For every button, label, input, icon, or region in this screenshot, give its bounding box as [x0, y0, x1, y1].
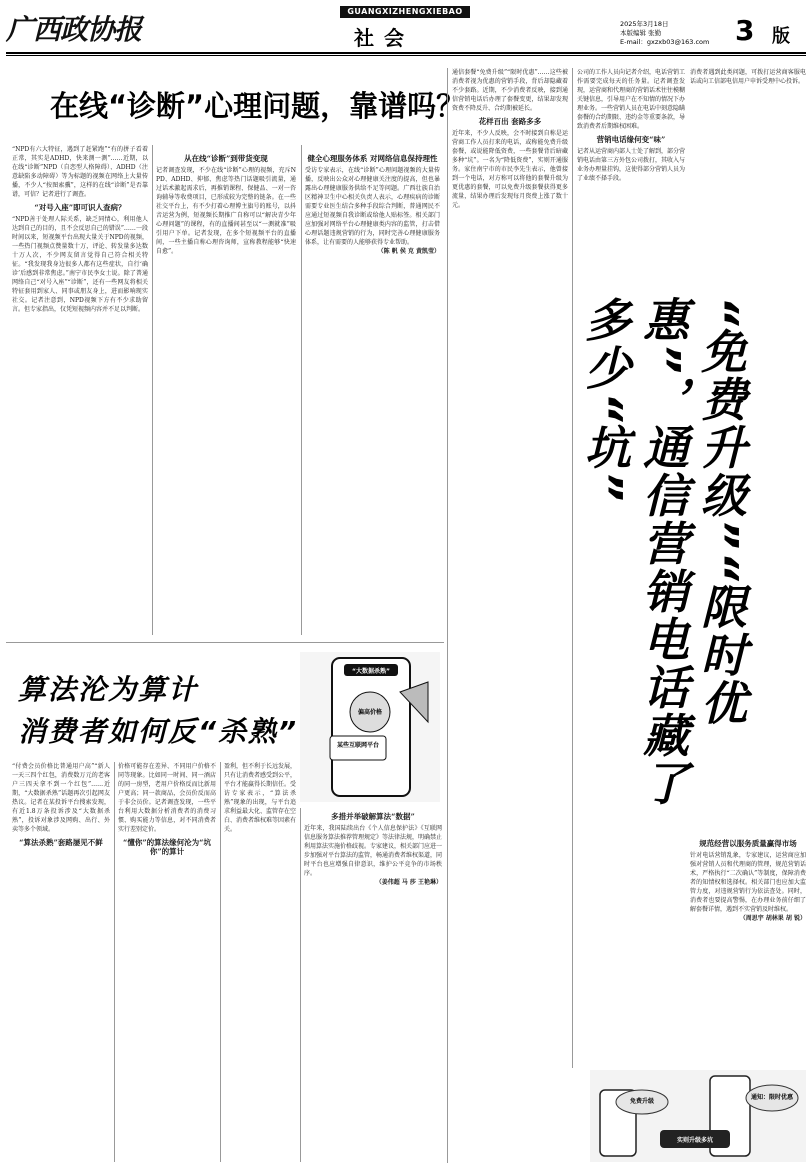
- section-divider: [447, 68, 448, 1163]
- article1-column-2: [156, 150, 296, 635]
- header-rule-thin: [6, 55, 806, 56]
- article2-column-4: [304, 808, 442, 1162]
- article2-byline: （姜伟超 马 莎 王艳琳）: [375, 879, 442, 886]
- article1-body-2: 记者调查发现，不少在线“诊断”心理的视频，充斥NPD、ADHD、抑郁、焦虑等热门话题吸引流量，通过话术激起需求后，再推销课程、保健品、一对一咨询辅导等收费项目，已形成较为完整的链条。在一些社交平台上，有不少打着心理博主旗号的账号，以抖音运营为例，短视频长期推广自称可以“解决青少年心理问题”的课程，有的直播间甚至以“一测就准”吸引用户下单。记者发现，在多个短视频平台的直播间，一些主播自称心理咨询师，宣称教程能够“快速自愈”。: [156, 167, 296, 255]
- article2-column-1: [12, 762, 110, 1162]
- article3-column-3-top: [690, 68, 806, 288]
- page-number: 3: [735, 14, 755, 47]
- article1-lead: “NPD有六大特征，遇到了赶紧跑”“有的拼子看着正常，其实是ADHD，快来测一测”……近期，以在线“诊断”NPD（自恋型人格障碍）、ADHD（注意缺陷多动障碍）等为标题的视频在网络上大量传播，不少人“按图索骥”，这样的在线“诊断”是否靠谱，可信？记者进行了调查。: [12, 146, 148, 198]
- article3-column-1: [452, 68, 568, 1068]
- article3-subhead-3: 规范经营以服务质量赢得市场: [699, 839, 797, 848]
- column-divider: [300, 808, 301, 1162]
- column-divider: [220, 762, 221, 1162]
- illustration-bubble-2: 某些互联网平台: [336, 742, 379, 749]
- illustration-phone-title: “大数据杀熟”: [352, 668, 390, 675]
- illustration-badge-3: 实则升级多坑: [676, 1137, 713, 1144]
- article3-headline: “免费升级”“限时优惠”，通信营销电话藏了多少“坑”: [578, 296, 748, 808]
- article2-illustration: [300, 652, 440, 802]
- page-unit: 版: [772, 26, 790, 47]
- masthead-pinyin: GUANGXIZHENGXIEBAO: [340, 6, 470, 18]
- column-divider: [301, 145, 302, 635]
- article2-lead: “付费会员价格比普通用户高”“新人一天三四个红包，消费数万元的老客户三四天拿不到一个红包”……近期，“大数据杀熟”话题再次引起网友热议。记者在某投诉平台搜索发现，有近1.8万条投诉涉及“大数据杀熟”，投诉对象涉及网购、出行、外卖等多个领域。: [12, 763, 110, 833]
- column-divider: [114, 762, 115, 1162]
- article1-byline: （陈 帆 侯 克 黄凯莹）: [377, 248, 440, 255]
- article3-body-1: 近年来，不少人反映，会不时接到自称是运营商工作人员打来的电话，或称能免费升级套餐，或说能降低资费，一些套餐背后暗藏多种“坑”。一名为“降低资费”，实则开通服务。家住南宁市的市民李先生表示，他曾接到一个电话，对方称可以将他的套餐升级为更优惠的套餐，可以免费升级套餐获得更多流量，结果办理后发现每月资费上涨了数十元。: [452, 130, 568, 209]
- header-rule: [6, 52, 806, 54]
- article2-subhead-1: “算法杀熟”套路屡见不鲜: [19, 838, 103, 847]
- article2-subhead-3: 多措并举破解算法“数据”: [331, 812, 415, 821]
- issue-editor: 本版编辑 张勤: [620, 29, 662, 37]
- phones-illustration: [590, 1070, 806, 1162]
- illustration-badge-2: 通知：限时优惠: [750, 1094, 793, 1101]
- illustration-badge-1: 免费升级: [629, 1098, 654, 1105]
- article2-headline-line1: 算法沦为算计: [18, 673, 199, 706]
- article1-subhead-3: 健全心理服务体系 对网络信息保持理性: [307, 154, 438, 163]
- article2-body-2: 价格可能存在差异、不同用户价格不同等现象。比如同一时间、同一酒店的同一房型，老用户价格反而比新用户更高；同一款商品，会员价反而高于非会员价。记者调查发现，一些平台利用大数据分析消费者的消费习惯、购买能力等信息，对不同消费者实行差别定价。: [118, 763, 216, 833]
- article3-body-3b: 针对电话营销乱象，专家建议，运营商应加强对营销人员和代理商的管理，规范营销话术，严格执行“二次确认”等制度，保障消费者的知情权和选择权。相关部门也应加大监管力度，对违规营销行为依法查处。同时，消费者也要提高警惕，在办理业务前仔细了解套餐详情，遇到不实营销及时维权。: [690, 852, 806, 913]
- article2-subhead-2: “懂你”的算法缘何沦为“坑你”的算计: [123, 838, 211, 856]
- article1-subhead-1: “对号入座”即可识人查病？: [34, 203, 126, 212]
- article1-body-1: “NPD善于处理人际关系，缺乏同情心，利用他人达到自己的目的，且不会反思自己的错误”……一段时间以来，短视频平台出现大量关于NPD的视频，一些热门视频点赞量数十万，评论、转发量多达数十万人次，不少网友留言觉得自己符合相关特征。“我发现我身边很多人都有这些症状，自行‘确诊’后感到非常焦虑。”南宁市民李女士说。除了普通网络自己“对号入座”“诊断”，还有一些网友将相关特征套用到家人、同事或朋友身上，进而影响现实社交。记者注意到，NPD视频下方有不少求助留言。但专家指出，仅凭短视频内容并不足以判断。: [12, 216, 148, 313]
- masthead-logo: 广西政协报: [6, 13, 142, 46]
- article3-lead: 通信套餐“免费升级”“限时优惠”……这些被消费者视为优惠的营销手段，背后却隐藏着不少套路。近期，不少消费者反映，接到通信营销电话后办理了套餐变更，结果却发现资费不降反升、合约期被延长。: [452, 69, 568, 112]
- article2-column-2: [118, 762, 216, 1162]
- illustration-bubble-1: 偏高价格: [357, 709, 382, 716]
- article2-body-4: 近年来，我国陆续出台《个人信息保护法》《互联网信息服务算法推荐管理规定》等法律法规，明确禁止利用算法实施价格歧视。专家建议，相关部门应进一步加强对平台算法的监管，畅通消费者维权渠道，同时平台也应增强自律意识，维护公平竞争的市场秩序。: [304, 825, 442, 877]
- article2-headline-line2: 消费者如何反“杀熟”: [18, 715, 299, 748]
- article3-illustration: [590, 1070, 806, 1162]
- article3-subhead-1: 花样百出 套路多多: [478, 117, 542, 126]
- article3-byline: （周思宇 胡林果 胡 锐）: [739, 915, 806, 922]
- issue-email: E-mail：gxzxb03@163.com: [620, 38, 710, 46]
- article3-subhead-2: 营销电话缘何变“味”: [596, 135, 666, 144]
- column-divider: [152, 145, 153, 635]
- section-title: 社会: [354, 26, 414, 50]
- issue-meta: [620, 20, 709, 47]
- issue-date: 2025年3月18日: [620, 20, 669, 28]
- article3-body-2b: 记者从运营商内部人士处了解到，部分营销电话由第三方外包公司拨打，其收入与业务办理量挂钩，这使得部分营销人员为了业绩不择手段。: [577, 148, 685, 182]
- article3-body-3a: 消费者遇到此类问题，可拨打运营商客服电话或向工信部电信用户申诉受理中心投诉。: [690, 69, 806, 85]
- article2-body-3: 盈利，但不利于长远发展，只有让消费者感受到公平，平台才能赢得长期信任。受访专家表示，“算法杀熟”现象的出现，与平台追求利益最大化、监管存在空白、消费者维权难等因素有关。: [224, 763, 296, 833]
- article1-body-3: 受访专家表示，在线“诊断”心理问题视频的大量传播，反映出公众对心理健康关注度的提高，但也暴露出心理健康服务供给不足等问题。广西壮族自治区精神卫生中心相关负责人表示，心理疾病的诊断需要专业医生结合多种手段综合判断，普通网民不应通过短视频自我诊断或给他人贴标签。相关部门应加强对网络平台心理健康类内容的监管，打击借心理话题违规营销的行为，同时完善心理健康服务体系，让有需要的人能够获得专业帮助。: [305, 167, 440, 246]
- article3-body-2a: 公司的工作人员向记者介绍，电话营销工作需要完成每天的任务量。记者调查发现，运营商和代理商的营销话术往往模糊关键信息，引导用户在不知情的情况下办理业务。一些营销人员在电话中刻意隐瞒套餐的合约期限、违约金等重要条款，导致消费者后期维权困难。: [577, 69, 685, 130]
- article1-column-1: [12, 145, 148, 635]
- section-divider-horizontal: [6, 642, 444, 643]
- column-divider: [572, 68, 573, 1068]
- article1-headline: 在线“诊断”心理问题，靠谱吗？: [50, 89, 466, 123]
- article2-column-3: [224, 762, 296, 1162]
- article3-column-3: [690, 835, 806, 1065]
- article1-column-3: [305, 150, 440, 635]
- article1-subhead-2: 从在线“诊断”到带货变现: [184, 154, 268, 163]
